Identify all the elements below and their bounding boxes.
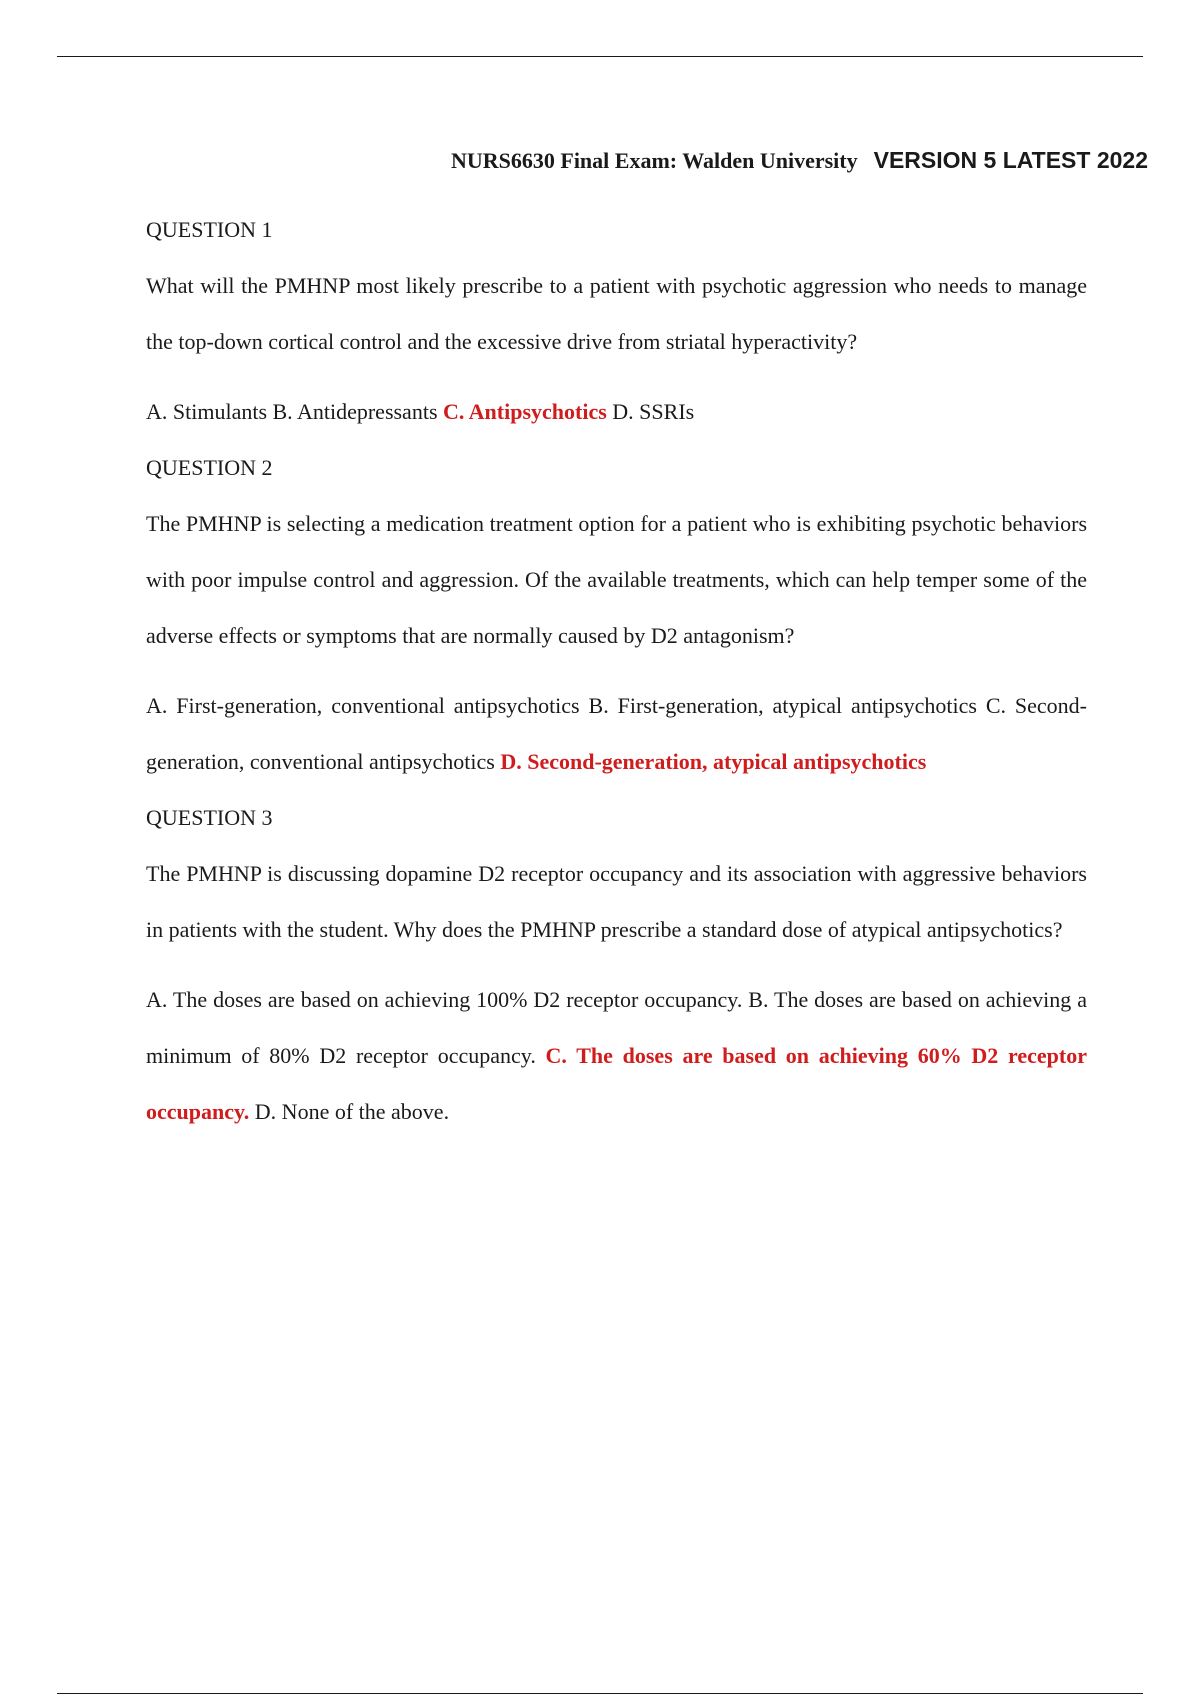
- question-text: The PMHNP is selecting a medication treatment option for a patient who is exhibiting psychotic behaviors with poor impulse control and aggression. Of the available treatments, which can help temper some of the adverse effects or symptoms that are normally caused by D2 antagonism?: [146, 511, 1087, 648]
- question-1: [146, 216, 1087, 440]
- question-label: QUESTION 1: [146, 217, 273, 242]
- answer-options: [146, 972, 1087, 1140]
- correct-answer: C. The doses are based on achieving 60% D2 receptor occupancy.: [146, 1043, 1087, 1124]
- correct-answer: D. Second-generation, atypical antipsychotics: [500, 749, 927, 774]
- answer-options: [146, 384, 1087, 440]
- bottom-rule: [57, 1693, 1143, 1694]
- options-before: A. Stimulants B. Antidepressants: [146, 399, 443, 424]
- exam-content: [146, 216, 1087, 1140]
- options-before: A. First-generation, conventional antipsychotics B. First-generation, atypical antipsychotics C. Second-generation, conventional antipsychotics: [146, 693, 1087, 774]
- options-after: D. SSRIs: [606, 399, 695, 424]
- question-label: QUESTION 2: [146, 455, 273, 480]
- version-label: VERSION 5 LATEST 2022: [873, 147, 1148, 173]
- question-2: [146, 454, 1087, 790]
- question-3: [146, 804, 1087, 1140]
- options-after: D. None of the above.: [249, 1099, 450, 1124]
- answer-options: [146, 678, 1087, 790]
- top-rule: [57, 56, 1143, 57]
- options-before: A. The doses are based on achieving 100% D2 receptor occupancy. B. The doses are based on achieving a minimum of 80% D2 receptor occupancy.: [146, 987, 1087, 1068]
- question-text: What will the PMHNP most likely prescribe to a patient with psychotic aggression who needs to manage the top-down cortical control and the excessive drive from striatal hyperactivity?: [146, 273, 1087, 354]
- course-title: NURS6630 Final Exam: Walden University: [450, 148, 858, 173]
- page-header: [451, 146, 1148, 175]
- correct-answer: C. Antipsychotics: [443, 399, 607, 424]
- question-text: The PMHNP is discussing dopamine D2 receptor occupancy and its association with aggressive behaviors in patients with the student. Why does the PMHNP prescribe a standard dose of atypical antipsychotics?: [146, 861, 1087, 942]
- question-label: QUESTION 3: [146, 805, 273, 830]
